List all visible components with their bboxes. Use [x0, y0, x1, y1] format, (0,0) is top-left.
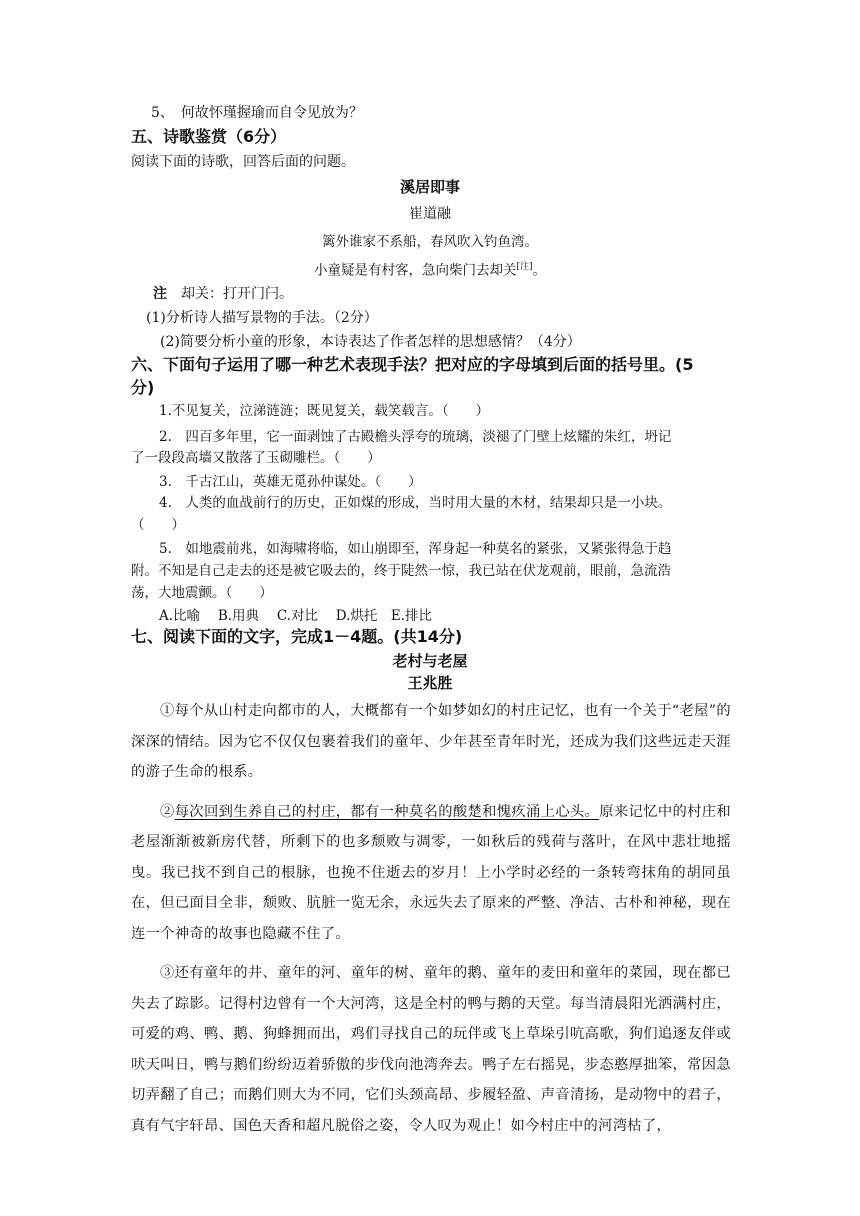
poem-line-2 — [0, 258, 860, 280]
section-5-question-2: (2)简要分析小童的形象，本诗表达了作者怎样的思想感情？（4分） — [160, 334, 581, 350]
poem-title: 溪居即事 — [399, 178, 460, 196]
paragraph-2-marker: ② — [160, 803, 175, 820]
poem-line-2-text: 小童疑是有村客，急向柴门去却关 — [313, 262, 517, 279]
section-6-item-4-line-1: 4. 人类的血战前行的历史，正如煤的形成，当时用大量的木材，结果却只是一小块。 — [159, 495, 672, 511]
section-6-item-2-line-2: 了一段段高墙又散落了玉砌雕栏。（ ） — [131, 450, 381, 466]
poem-line-1: 篱外谁家不系船，春风吹入钓鱼湾。 — [322, 234, 538, 250]
poem-author: 崔道融 — [409, 206, 451, 222]
section-5-title: 五、诗歌鉴赏（6分） — [131, 127, 287, 146]
poem-note-marker: [注] — [516, 262, 533, 272]
section-6-title-line-1: 六、下面句子运用了哪一种艺术表现手法？把对应的字母填到后面的括号里。(5 — [131, 355, 694, 374]
article-title: 老村与老屋 — [392, 652, 468, 670]
poem-line-2-end: 。 — [532, 262, 547, 279]
section-6-item-2-line-1: 2. 四百多年里，它一面剥蚀了古殿檐头浮夸的琉璃，淡褪了门壁上炫耀的朱红，坍记 — [159, 429, 672, 445]
article-paragraph-2 — [131, 797, 731, 950]
section-6-title-line-2: 分) — [131, 378, 155, 397]
article-paragraph-3: ③还有童年的井、童年的河、童年的树、童年的鹅、童年的麦田和童年的菜园，现在都已失去了踪影。记得村边曾有一个大河湾，这是全村的鸭与鹅的天堂。每当清晨阳光洒满村庄，可爱的鸡、鸭、鹅、狗蜂拥而出，鸡们寻找自己的玩伴或飞上草垛引吭高歌，狗们追逐友伴或吠天叫日，鸭与鹅们纷纷迈着骄傲的步伐向池湾奔去。鸭子左右摇晃，步态憨厚拙笨，常因急切弄翻了自己；而鹅们则大为不同，它们头颈高昂、步履轻盈、声音清扬，是动物中的君子，真有气宇轩昂、国色天香和超凡脱俗之姿，令人叹为观止！如今村庄中的河湾枯了， — [131, 965, 731, 1134]
poem-note — [153, 285, 293, 303]
question-5-line: 5、 何故怀瑾握瑜而自令见放为？ — [151, 105, 363, 121]
note-label: 注 — [153, 286, 167, 302]
section-7-title: 七、阅读下面的文字，完成1－4题。(共14分) — [131, 627, 463, 646]
section-6-item-5-line-3: 荡，大地震颤。（ ） — [131, 585, 273, 601]
section-5-question-1: (1)分析诗人描写景物的手法。（2分） — [146, 310, 378, 326]
section-6-item-5-line-2: 附。不知是自己走去的还是被它吸去的，终于陡然一惊，我已站在伏龙观前，眼前，急流浩 — [131, 563, 671, 579]
section-6-item-3: 3. 千古江山，英雄无觅孙仲谋处。（ ） — [159, 474, 422, 490]
paragraph-2-underlined-sentence: 每次回到生养自己的村庄，都有一种莫名的酸楚和愧疚涌上心头。 — [174, 803, 600, 820]
article-author: 王兆胜 — [407, 674, 453, 692]
note-text: 却关：打开门闩。 — [167, 286, 293, 302]
article-body — [131, 696, 731, 1141]
article-paragraph-1: ①每个从山村走向都市的人，大概都有一个如梦如幻的村庄记忆，也有一个关于“老屋”的深深的情结。因为它不仅仅包裹着我们的童年、少年甚至青年时光，还成为我们这些远走天涯的游子生命的根系。 — [131, 703, 731, 780]
section-6-item-1: 1.不见复关，泣涕涟涟；既见复关，载笑载言。（ ） — [159, 403, 490, 419]
section-6-item-4-line-2: （ ） — [131, 517, 185, 533]
section-6-options: A.比喻 B.用典 C.对比 D.烘托 E.排比 — [159, 608, 433, 624]
section-6-item-5-line-1: 5. 如地震前兆，如海啸将临，如山崩即至，浑身起一种莫名的紧张，又紧张得急于趋 — [159, 541, 672, 557]
paragraph-2-rest: 原来记忆中的村庄和老屋渐渐被新房代替，所剩下的也多颓败与凋零，一如秋后的残荷与落叶，在风中悲壮地摇曳。我已找不到自己的根脉，也挽不住逝去的岁月！上小学时必经的一条转弯抹角的胡同虽在，但已面目全非，颓败、肮脏一览无余，永远失去了原来的严整、净洁、古朴和神秘，现在连一个神奇的故事也隐藏不住了。 — [131, 803, 731, 942]
section-5-instruction: 阅读下面的诗歌，回答后面的问题。 — [131, 154, 355, 170]
